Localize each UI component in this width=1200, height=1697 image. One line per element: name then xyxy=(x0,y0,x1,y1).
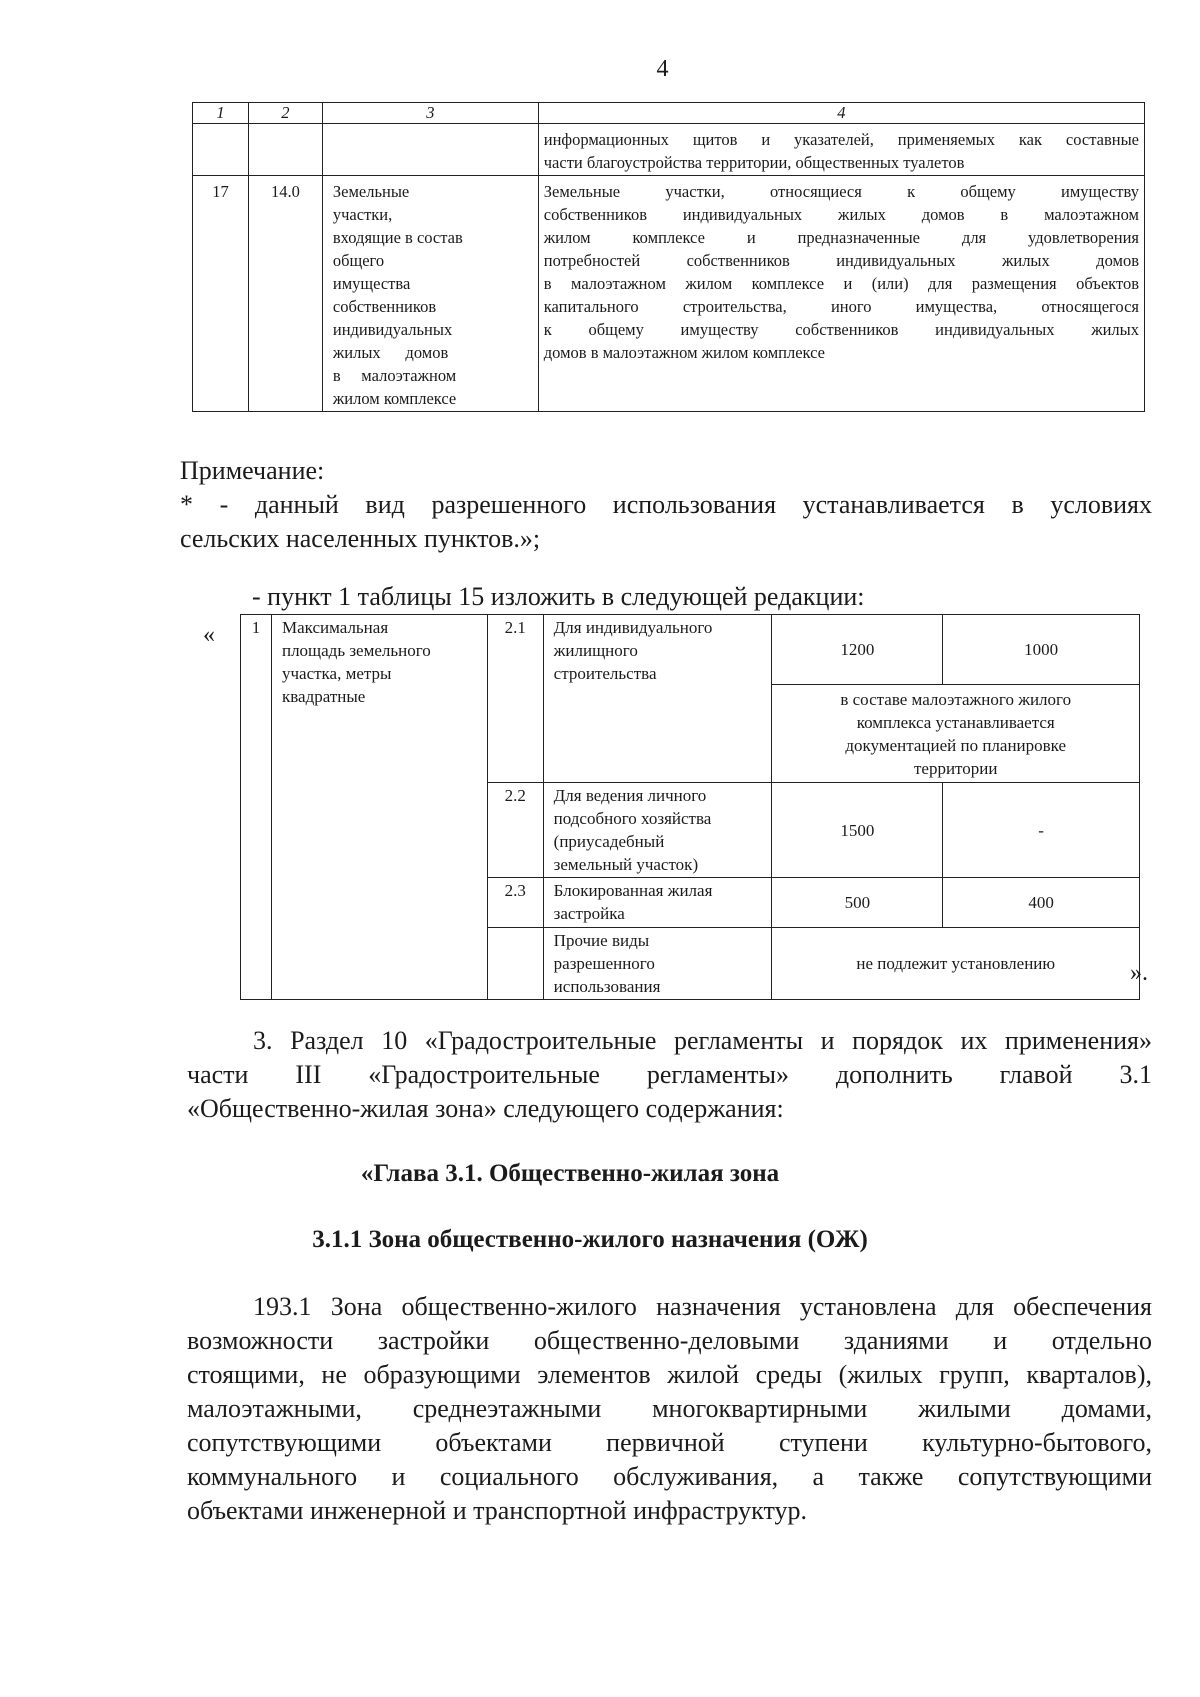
cell-line: к общему имуществу собственников индивидуальных жилых xyxy=(543,320,1139,339)
cell-line: Для ведения личного xyxy=(553,786,707,805)
item-number: 1 xyxy=(241,615,272,1000)
cell-line: жилищного xyxy=(553,641,638,660)
cell-line: подсобного хозяйства xyxy=(553,809,712,828)
clause-line: стоящими, не образующими элементов жилой среды (жилых групп, кварталов), xyxy=(187,1360,1152,1389)
cell-line: разрешенного xyxy=(553,954,655,973)
table-row xyxy=(241,615,1140,685)
header-cell: 2 xyxy=(248,103,322,124)
value-cell: 1200 xyxy=(772,615,943,685)
parameter-name xyxy=(271,615,487,1000)
open-quote: « xyxy=(203,622,215,648)
use-name xyxy=(543,928,772,1000)
cell-line: Земельные участки, относящиеся к общему имуществу xyxy=(543,182,1139,201)
cell-line: участки, xyxy=(332,205,393,224)
cell-line: использования xyxy=(553,977,661,996)
cell-line: застройка xyxy=(553,904,625,923)
clause-line: коммунального и социального обслуживания, а также сопутствующими xyxy=(187,1462,1152,1491)
cell-line: информационных щитов и указателей, применяемых как составные xyxy=(543,130,1139,149)
cell-line: земельный участок) xyxy=(553,855,699,874)
cell-line: в малоэтажном xyxy=(332,366,457,385)
cell-line: Для индивидуального xyxy=(553,618,713,637)
header-cell: 3 xyxy=(322,103,538,124)
cell-line: Блокированная жилая xyxy=(553,881,713,900)
cell-line: Максимальная xyxy=(281,618,389,637)
continuation-cell xyxy=(538,124,1144,176)
cell-line: квадратные xyxy=(281,687,366,706)
cell-line: Прочие виды xyxy=(553,931,650,950)
close-quote: ». xyxy=(1130,960,1148,986)
note-text-line: * - данный вид разрешенного использования устанавливается в условиях xyxy=(180,490,1152,519)
cell-line: в малоэтажном жилом комплексе и (или) для размещения объектов xyxy=(543,274,1139,293)
note-text-line: сельских населенных пунктов.»; xyxy=(180,524,541,553)
cell-line: площадь земельного xyxy=(281,641,431,660)
cell-line: жилом комплексе и предназначенные для удовлетворения xyxy=(543,228,1139,247)
cell-line: жилом комплексе xyxy=(332,389,457,408)
row-code: 14.0 xyxy=(248,176,322,412)
value-cell: 1500 xyxy=(772,783,943,878)
cell-line: документацией по планировке xyxy=(845,735,1067,755)
value-cell: 500 xyxy=(772,878,943,928)
row-number: 17 xyxy=(193,176,249,412)
cell-line: территории xyxy=(913,758,998,778)
cell-line: имущества xyxy=(332,274,411,293)
clause-line: малоэтажными, среднеэтажными многоквартирными жилыми домами, xyxy=(187,1394,1152,1423)
clause-line: объектами инженерной и транспортной инфраструктур. xyxy=(187,1496,807,1525)
value-cell: 1000 xyxy=(943,615,1140,685)
instruction-text: - пункт 1 таблицы 15 изложить в следующей редакции: xyxy=(252,582,865,611)
row-name xyxy=(322,176,538,412)
cell-line: комплекса устанавливается xyxy=(856,712,1055,732)
cell-line: собственников xyxy=(332,297,437,316)
parameters-table xyxy=(240,614,1140,1000)
cell-line: капитального строительства, иного имущества, относящегося xyxy=(543,297,1139,316)
note-cell xyxy=(772,685,1140,783)
clause-line: возможности застройки общественно-деловыми зданиями и отдельно xyxy=(187,1326,1152,1355)
table-row xyxy=(193,176,1145,412)
section3-line: 3. Раздел 10 «Градостроительные регламенты и порядок их применения» xyxy=(253,1026,1152,1055)
use-name xyxy=(543,783,772,878)
cell-line: участка, метры xyxy=(281,664,392,683)
land-use-table xyxy=(192,102,1145,412)
value-cell: 400 xyxy=(943,878,1140,928)
note-title: Примечание: xyxy=(180,456,325,485)
cell-line: общего xyxy=(332,251,385,270)
cell-line: входящие в состав xyxy=(332,228,463,247)
table-row xyxy=(193,124,1145,176)
cell-line: (приусадебный xyxy=(553,832,665,851)
header-cell: 1 xyxy=(193,103,249,124)
header-cell: 4 xyxy=(538,103,1144,124)
use-code: 2.3 xyxy=(487,878,543,928)
section3-line: части III «Градостроительные регламенты» дополнить главой 3.1 xyxy=(187,1060,1152,1089)
section3-line: «Общественно-жилая зона» следующего содержания: xyxy=(187,1094,784,1123)
use-name xyxy=(543,878,772,928)
merged-value-cell: не подлежит установлению xyxy=(772,928,1140,1000)
cell-line: жилых домов xyxy=(332,343,449,362)
cell-line: потребностей собственников индивидуальных жилых домов xyxy=(543,251,1139,270)
use-name xyxy=(543,615,772,783)
value-cell: - xyxy=(943,783,1140,878)
table-header-row xyxy=(193,103,1145,124)
cell-line: собственников индивидуальных жилых домов в малоэтажном xyxy=(543,205,1139,224)
cell-line: Земельные xyxy=(332,182,410,201)
row-description xyxy=(538,176,1144,412)
zone-title: 3.1.1 Зона общественно-жилого назначения (ОЖ) xyxy=(312,1226,868,1253)
cell-line: индивидуальных xyxy=(332,320,453,339)
use-code: 2.1 xyxy=(487,615,543,783)
chapter-title: «Глава 3.1. Общественно-жилая зона xyxy=(360,1160,780,1187)
cell-line: части благоустройства территории, общественных туалетов xyxy=(543,153,965,172)
clause-line: сопутствующими объектами первичной ступени культурно-бытового, xyxy=(187,1428,1152,1457)
cell-line: строительства xyxy=(553,664,657,683)
cell-line: домов в малоэтажном жилом комплексе xyxy=(543,343,825,362)
use-code: 2.2 xyxy=(487,783,543,878)
clause-line: 193.1 Зона общественно-жилого назначения установлена для обеспечения xyxy=(253,1292,1152,1321)
cell-line: в составе малоэтажного жилого xyxy=(840,689,1072,709)
page-number: 4 xyxy=(656,56,669,82)
use-code xyxy=(487,928,543,1000)
